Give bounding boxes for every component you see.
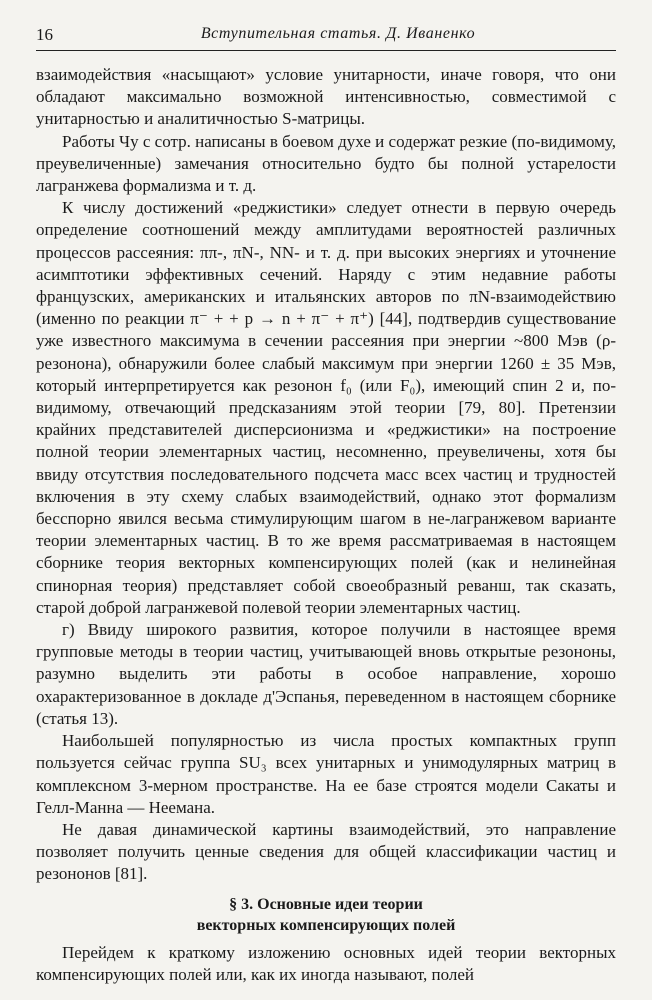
page-header: [36, 24, 616, 51]
paragraph: К числу достижений «реджистики» следует отнести в первую очередь определение соотношений между амплитудами вероятностей различных процессов рассеяния: ππ-, πN-, NN- и т. д. при высоких энергиях и уточнение асимптотики эффективных сечений. Наряду с этим недавние работы французских, американских и итальянских авторов по πN-взаимодействию (именно по реакции π⁻ + + p → n + π⁻ + π⁺) [44], подтвердив существование уже известного максимума в сечении рассеяния при энергии ~800 Мэв (ρ-резонона), обнаружили более слабый максимум при энергии 1260 ± 35 Мэв, который интерпретируется как резонон f₀ (или F₀), имеющий спин 2 и, по-видимому, отвечающий предсказаниям этой теории [79, 80]. Претензии крайних представителей дисперсионизма и «реджистики» на построение полной теории элементарных частиц, несомненно, преувеличены, хотя бы ввиду отсутствия последовательного подсчета масс всех частиц и трудностей включения в эту схему слабых взаимодействий, однако этот формализм бесспорно явился весьма стимулирующим шагом в не-лагранжевом варианте теории элементарных частиц. В то же время рассматриваемая в настоящем сборнике теория векторных компенсирующих полей (как и нелинейная спинорная теория) представляет собой своеобразный реванш, так сказать, старой доброй лагранжевой полевой теории элементарных частиц.: [36, 198, 616, 617]
section-heading: [36, 894, 616, 936]
page-number: 16: [36, 25, 53, 44]
section-title-line-1: § 3. Основные идеи теории: [229, 895, 423, 913]
running-title: Вступительная статья. Д. Иваненко: [200, 25, 476, 42]
paragraph: Наибольшей популярностью из числа простых компактных групп пользуется сейчас группа SU₃ всех унитарных и унимодулярных матриц в комплексном 3-мерном пространстве. На ее базе строятся модели Сакаты и Гелл-Манна — Неемана.: [36, 731, 616, 817]
paragraph: Не давая динамической картины взаимодействий, это направление позволяет получить ценные сведения для общей классификации частиц и резононов [81].: [36, 819, 616, 884]
paragraph: Работы Чу с сотр. написаны в боевом духе и содержат резкие (по-видимому, преувеличенные) замечания относительно будто бы полной устарелости лагранжева формализма и т. д.: [36, 131, 616, 196]
body-text: [36, 64, 616, 986]
paragraph: г) Ввиду широкого развития, которое получили в настоящее время групповые методы в теории частиц, учитывающей вновь открытые резононы, разумно выделить эти работы в особое направление, хорошо охарактеризованное в докладе д'Эспанья, переведенном в настоящем сборнике (статья 13).: [36, 620, 616, 728]
paragraph: Перейдем к краткому изложению основных идей теории векторных компенсирующих полей или, как их иногда называют, полей: [36, 942, 616, 984]
paragraph: взаимодействия «насыщают» условие унитарности, иначе говоря, что они обладают максимально возможной интенсивностью, совместимой с унитарностью и аналитичностью S-матрицы.: [36, 65, 616, 129]
section-title-line-2: векторных компенсирующих полей: [196, 916, 456, 934]
